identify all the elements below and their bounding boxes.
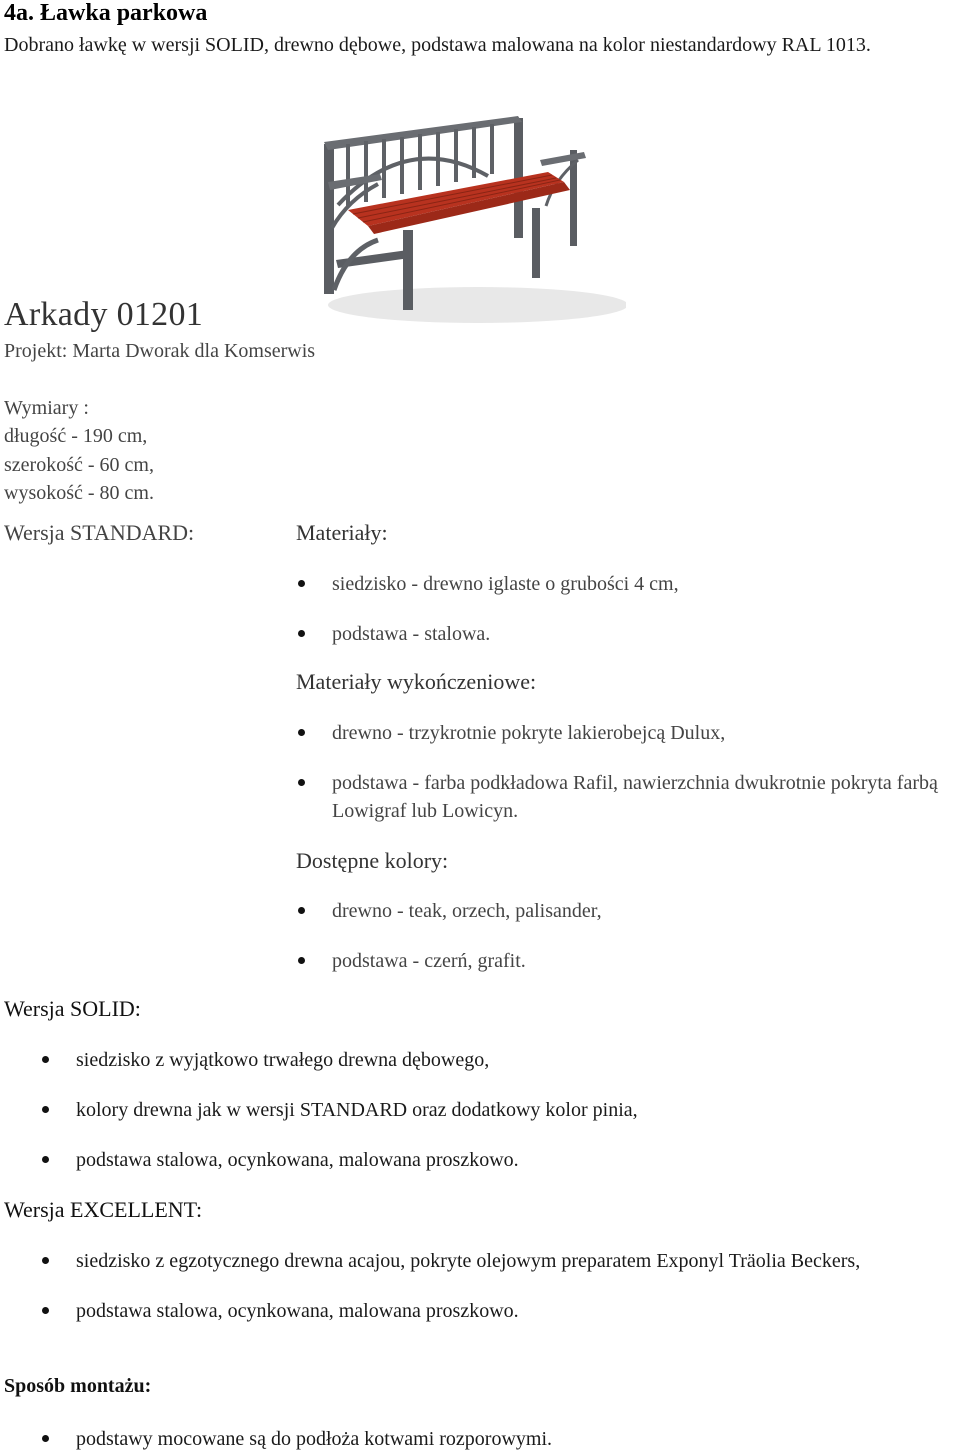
list-item: podstawa - stalowa. [296,620,956,648]
excellent-version-label: Wersja EXCELLENT: [4,1197,203,1222]
excellent-list [40,1247,958,1325]
dimensions-label: Wymiary : [4,397,89,419]
standard-version-label: Wersja STANDARD: [4,520,195,545]
materials-list [296,570,956,648]
list-item: podstawa stalowa, ocynkowana, malowana proszkowo. [40,1297,958,1325]
solid-version-label: Wersja SOLID: [4,996,141,1021]
finishing-heading: Materiały wykończeniowe: [296,669,537,694]
product-project: Projekt: Marta Dworak dla Komserwis [4,340,316,362]
solid-list [40,1046,955,1174]
product-name: Arkady 01201 [4,296,204,333]
dimension-height: wysokość - 80 cm. [4,482,154,504]
list-item: siedzisko - drewno iglaste o grubości 4 cm, [296,570,956,598]
dimension-length: długość - 190 cm, [4,425,148,447]
finishing-list [296,719,956,825]
mounting-list [40,1425,955,1453]
list-item: podstawa - farba podkładowa Rafil, nawierzchnia dwukrotnie pokryta farbą Lowigraf lub Lowicyn. [296,769,956,825]
dimension-width: szerokość - 60 cm, [4,454,154,476]
list-item: siedzisko z egzotycznego drewna acajou, pokryte olejowym preparatem Exponyl Träolia Beckers, [40,1247,958,1275]
list-item: podstawy mocowane są do podłoża kotwami rozporowymi. [40,1425,955,1453]
colors-list [296,897,956,975]
section-title: 4a. Ławka parkowa [4,0,208,26]
list-item: podstawa stalowa, ocynkowana, malowana proszkowo. [40,1146,955,1174]
mounting-label: Sposób montażu: [4,1375,152,1397]
colors-heading: Dostępne kolory: [296,848,449,873]
intro-text: Dobrano ławkę w wersji SOLID, drewno dębowe, podstawa malowana na kolor niestandardowy RAL 1013. [4,34,871,56]
list-item: drewno - trzykrotnie pokryte lakierobejcą Dulux, [296,719,956,747]
materials-heading: Materiały: [296,520,388,545]
list-item: kolory drewna jak w wersji STANDARD oraz dodatkowy kolor pinia, [40,1096,955,1124]
list-item: siedzisko z wyjątkowo trwałego drewna dębowego, [40,1046,955,1074]
list-item: podstawa - czerń, grafit. [296,947,956,975]
bench-image [308,110,626,325]
list-item: drewno - teak, orzech, palisander, [296,897,956,925]
